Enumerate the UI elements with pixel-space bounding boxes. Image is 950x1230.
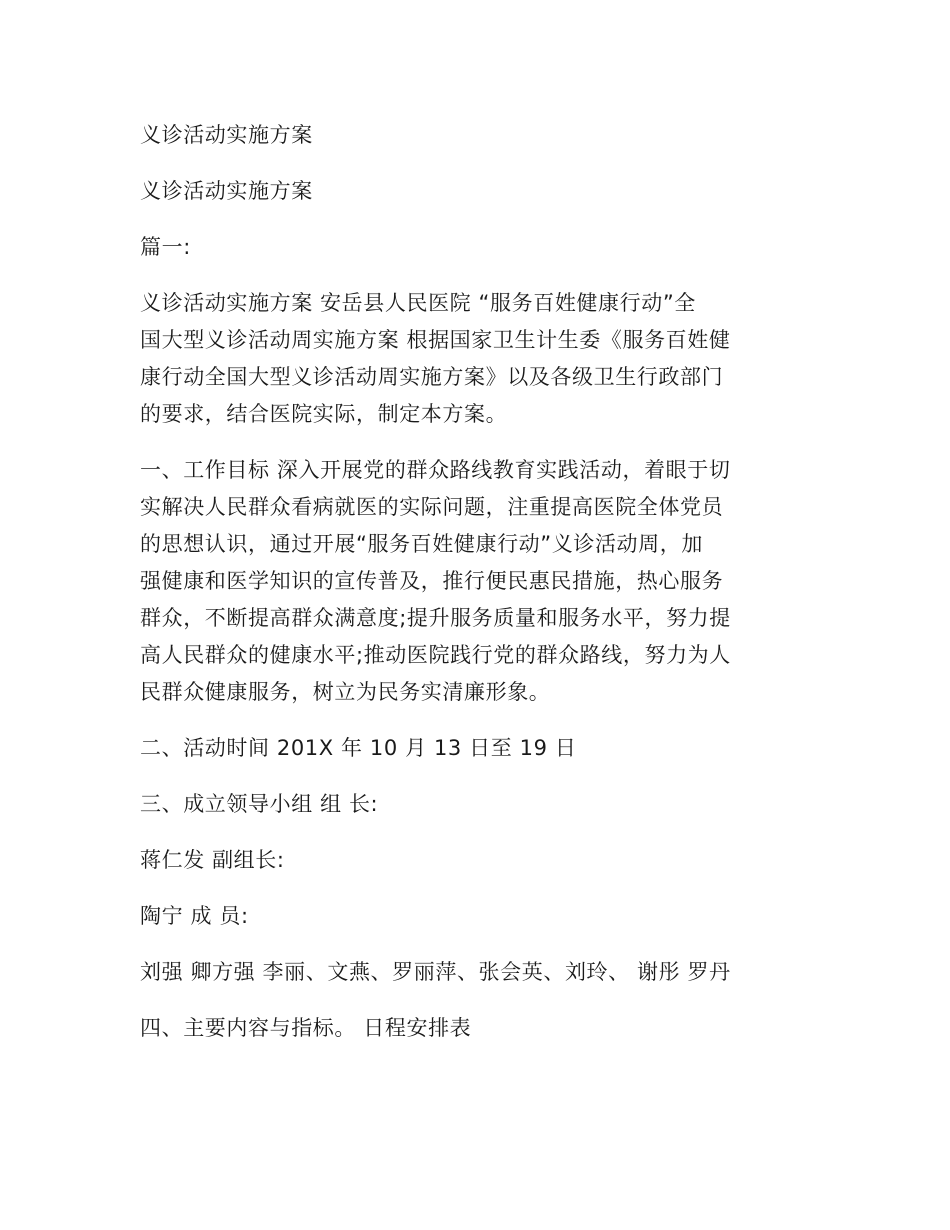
intro-paragraph — [140, 285, 820, 433]
goal-line: 实解决人民群众看病就医的实际问题，注重提高医院全体党员 — [140, 495, 724, 519]
goal-line: 群众，不断提高群众满意度;提升服务质量和服务水平，努力提 — [140, 606, 731, 630]
section-label: 篇一: — [140, 235, 191, 259]
goal-line: 的思想认识，通过开展“服务百姓健康行动”义诊活动周，加 — [140, 532, 703, 556]
document-subtitle: 义诊活动实施方案 — [140, 179, 313, 203]
intro-line: 的要求，结合医院实际，制定本方案。 — [140, 402, 508, 426]
goal-line: 一、工作目标 深入开展党的群众路线教育实践活动，着眼于切 — [140, 458, 731, 482]
document-body — [140, 117, 820, 1066]
members-list: 刘强 卿方强 李丽、文燕、罗丽萍、张会英、刘玲、 谢彤 罗丹 — [140, 960, 731, 984]
intro-line: 国大型义诊活动周实施方案 根据国家卫生计生委《服务百姓健 — [140, 328, 731, 352]
goal-paragraph — [140, 452, 820, 711]
leader-group-heading: 三、成立领导小组 组 长: — [140, 792, 379, 816]
goal-line: 民群众健康服务，树立为民务实清廉形象。 — [140, 680, 551, 704]
document-title: 义诊活动实施方案 — [140, 123, 313, 147]
intro-line: 康行动全国大型义诊活动周实施方案》以及各级卫生行政部门 — [140, 365, 724, 389]
intro-line: 义诊活动实施方案 安岳县人民医院 “服务百姓健康行动”全 — [140, 291, 696, 315]
goal-line: 高人民群众的健康水平;推动医院践行党的群众路线，努力为人 — [140, 643, 731, 667]
members-label-line: 陶宁 成 员: — [140, 904, 249, 928]
main-content-heading: 四、主要内容与指标。 日程安排表 — [140, 1016, 472, 1040]
goal-line: 强健康和医学知识的宣传普及，推行便民惠民措施，热心服务 — [140, 569, 724, 593]
deputy-leader-line: 蒋仁发 副组长: — [140, 848, 285, 872]
activity-time: 二、活动时间 201X 年 10 月 13 日至 19 日 — [140, 736, 577, 760]
